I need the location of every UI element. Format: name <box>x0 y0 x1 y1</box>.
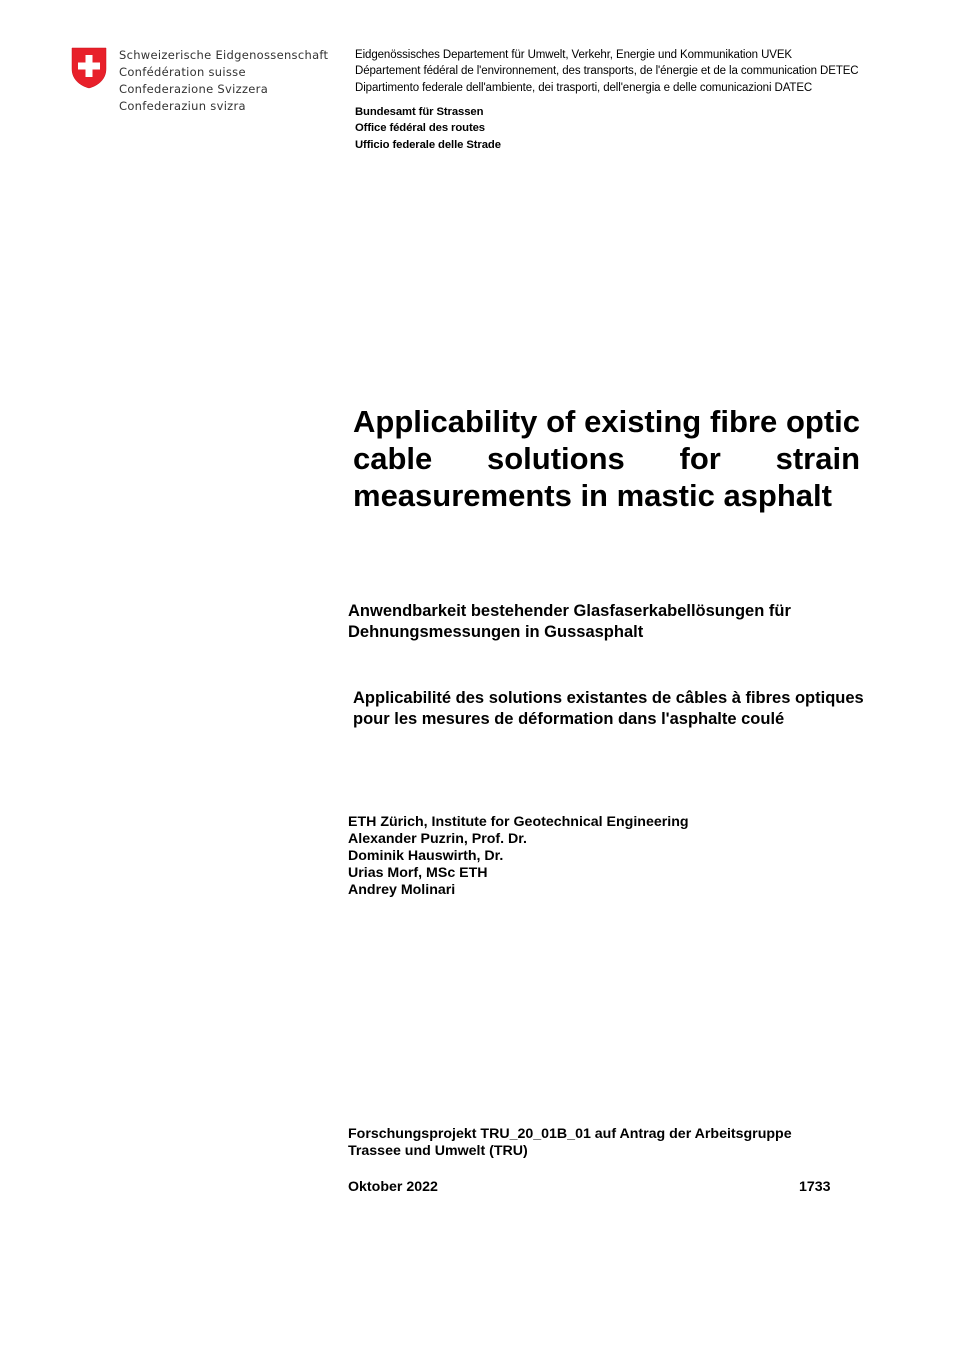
author-item: Dominik Hauswirth, Dr. <box>348 848 504 864</box>
research-project-info <box>348 1126 848 1160</box>
confederation-names <box>119 47 328 115</box>
department-name-fr: Département fédéral de l'environnement, des transports, de l'énergie et de la communication DETEC <box>355 65 859 78</box>
office-name-fr: Office fédéral des routes <box>355 122 485 135</box>
office-header <box>355 104 501 153</box>
project-line-2: Trassee und Umwelt (TRU) <box>348 1143 528 1159</box>
author-item: Urias Morf, MSc ETH <box>348 865 488 881</box>
report-number: 1733 <box>799 1179 831 1195</box>
department-name-it: Dipartimento federale dell'ambiente, dei trasporti, dell'energia e delle comunicazioni DATEC <box>355 81 813 94</box>
department-name-de: Eidgenössisches Departement für Umwelt, Verkehr, Energie und Kommunikation UVEK <box>355 49 792 61</box>
confederation-name-rm: Confederaziun svizra <box>119 99 246 113</box>
author-institution: ETH Zürich, Institute for Geotechnical Engineering <box>348 814 689 830</box>
author-list <box>348 814 689 899</box>
author-item: Andrey Molinari <box>348 882 456 898</box>
department-header <box>355 47 859 96</box>
author-item: Alexander Puzrin, Prof. Dr. <box>348 831 527 847</box>
subtitle-german: Anwendbarkeit bestehender Glasfaserkabellösungen für Dehnungsmessungen in Gussasphalt <box>348 602 791 641</box>
confederation-name-fr: Confédération suisse <box>119 65 246 79</box>
subtitle-french: Applicabilité des solutions existantes de câbles à fibres optiques pour les mesures de déformation dans l'asphalte coulé <box>353 689 864 728</box>
document-title: Applicability of existing fibre optic cable solutions for strain measurements in mastic asphalt <box>353 404 860 513</box>
confederation-name-it: Confederazione Svizzera <box>119 82 269 96</box>
office-name-de: Bundesamt für Strassen <box>355 106 484 118</box>
project-line-1: Forschungsprojekt TRU_20_01B_01 auf Antrag der Arbeitsgruppe <box>348 1126 792 1142</box>
office-name-it: Ufficio federale delle Strade <box>355 138 501 151</box>
confederation-name-de: Schweizerische Eidgenossenschaft <box>119 48 329 62</box>
swiss-coat-of-arms-icon <box>71 47 107 89</box>
publication-date: Oktober 2022 <box>348 1179 438 1195</box>
